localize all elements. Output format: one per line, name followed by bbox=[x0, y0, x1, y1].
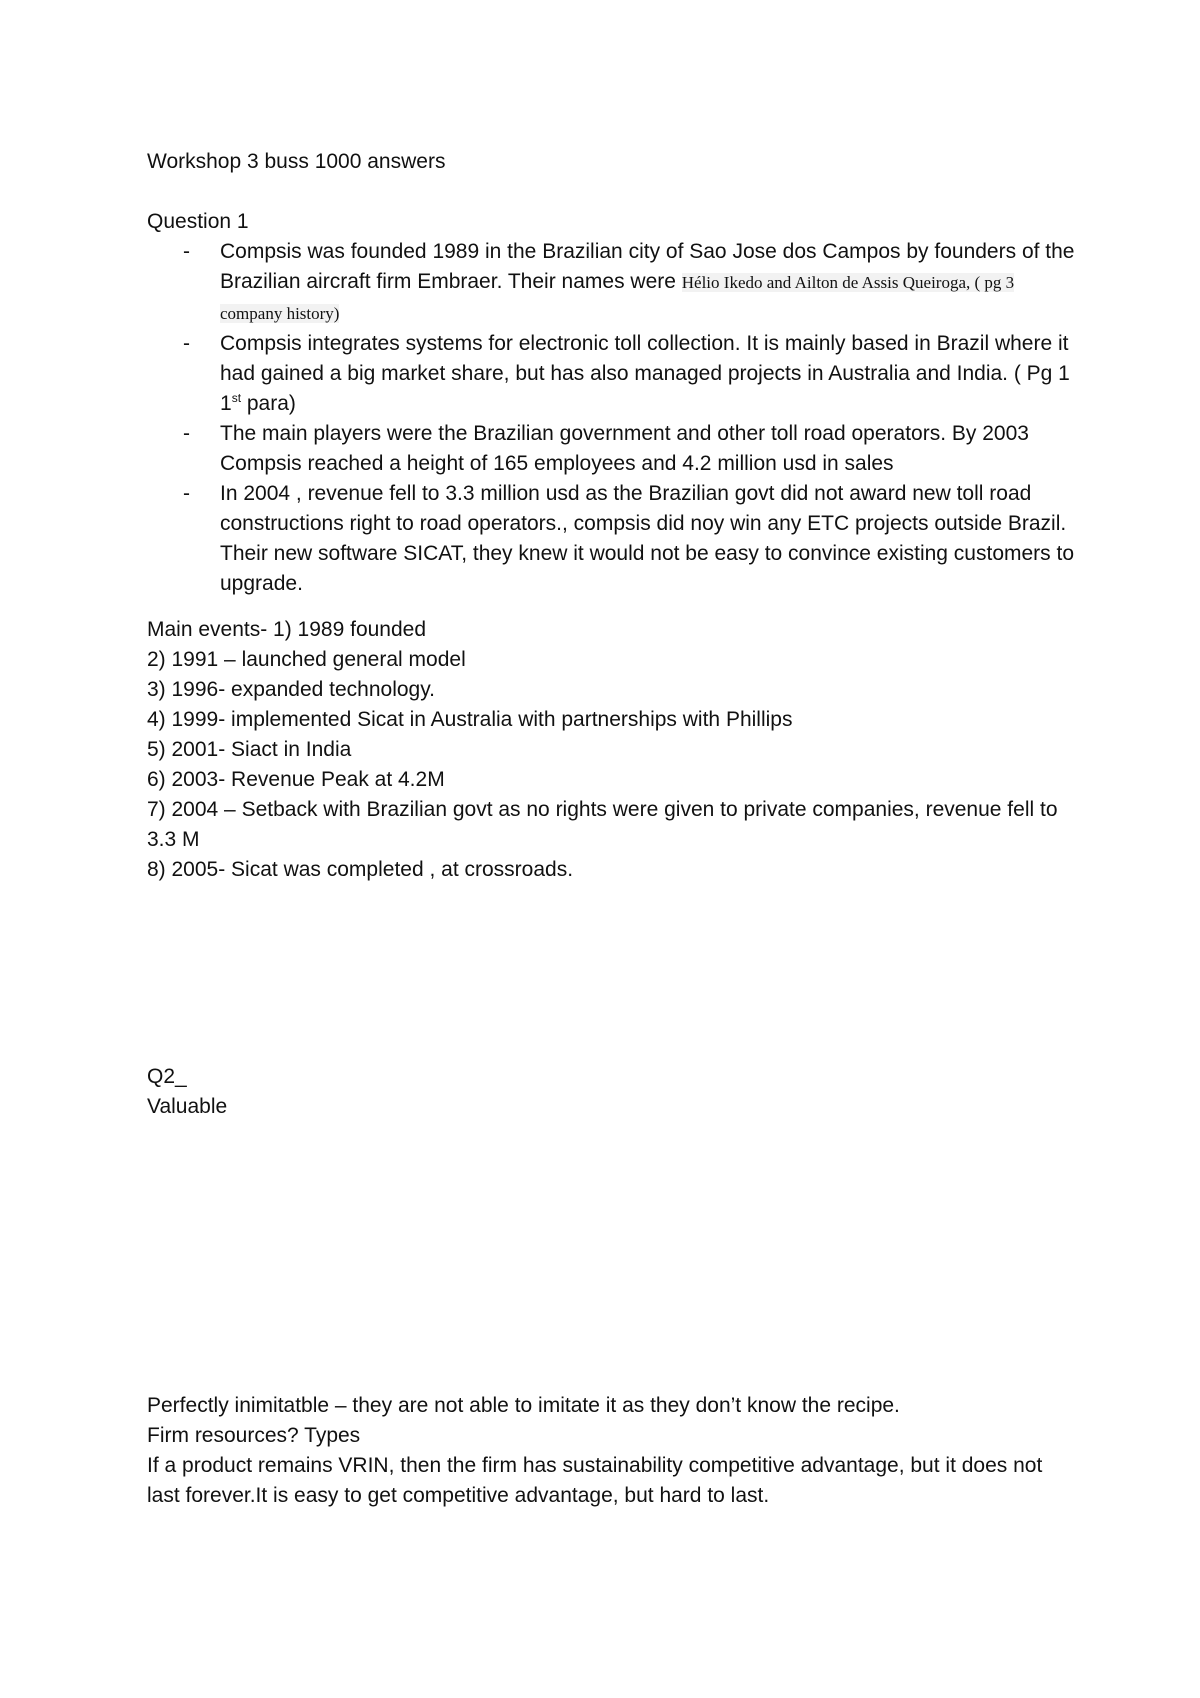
bullet-text: Compsis integrates systems for electronic toll collection. It is mainly based in Brazil where it had gained a big market share, but has also managed projects in Australia and India. ( Pg 1 1 bbox=[220, 332, 1070, 415]
bullet-dash: - bbox=[183, 332, 190, 355]
bullet-text-after: para) bbox=[241, 392, 296, 415]
main-events-list bbox=[147, 615, 1077, 885]
list-item bbox=[147, 237, 1077, 329]
bullet-dash: - bbox=[183, 482, 190, 505]
question-2-subheading: Valuable bbox=[147, 1095, 228, 1118]
event-line: 7) 2004 – Setback with Brazilian govt as no rights were given to private companies, revenue fell to 3.3 M bbox=[147, 798, 1058, 851]
closing-notes bbox=[147, 1391, 1077, 1511]
bullet-text: Compsis was founded 1989 in the Brazilian city of Sao Jose dos Campos by founders of the Brazilian aircraft firm Embraer. Their names were bbox=[220, 240, 1075, 293]
event-line: Main events- 1) 1989 founded bbox=[147, 618, 427, 641]
list-item bbox=[147, 479, 1077, 599]
event-line: 4) 1999- implemented Sicat in Australia with partnerships with Phillips bbox=[147, 708, 793, 731]
document-title: Workshop 3 buss 1000 answers bbox=[147, 150, 446, 173]
question-2-heading: Q2_ bbox=[147, 1065, 187, 1088]
event-line: 8) 2005- Sicat was completed , at crossroads. bbox=[147, 858, 574, 881]
event-line: 2) 1991 – launched general model bbox=[147, 648, 466, 671]
list-item bbox=[147, 419, 1077, 479]
note-line: If a product remains VRIN, then the firm has sustainability competitive advantage, but it does not last forever.It is easy to get competitive advantage, but hard to last. bbox=[147, 1454, 1043, 1507]
founders-quote: Hélio Ikedo and Ailton de Assis Queiroga, ( pg 3 company history) bbox=[220, 273, 1015, 323]
ordinal-superscript: st bbox=[231, 391, 242, 405]
list-item bbox=[147, 329, 1077, 419]
question-1-heading: Question 1 bbox=[147, 210, 249, 233]
question-2-section bbox=[147, 1062, 1077, 1122]
question-1-bullets bbox=[147, 237, 1077, 599]
event-line: 5) 2001- Siact in India bbox=[147, 738, 352, 761]
event-line: 3) 1996- expanded technology. bbox=[147, 678, 435, 701]
bullet-text: In 2004 , revenue fell to 3.3 million usd as the Brazilian govt did not award new toll road constructions right to road operators., compsis did noy win any ETC projects outside Brazil. Their new software SICAT, they knew it would not be easy to convince existing customers to upgrade. bbox=[220, 482, 1075, 595]
note-line: Firm resources? Types bbox=[147, 1424, 361, 1447]
bullet-text: The main players were the Brazilian government and other toll road operators. By 2003 Compsis reached a height of 165 employees and 4.2 million usd in sales bbox=[220, 422, 1029, 475]
event-line: 6) 2003- Revenue Peak at 4.2M bbox=[147, 768, 445, 791]
bullet-dash: - bbox=[183, 240, 190, 263]
note-line: Perfectly inimitatble – they are not able to imitate it as they don’t know the recipe. bbox=[147, 1394, 900, 1417]
bullet-dash: - bbox=[183, 422, 190, 445]
